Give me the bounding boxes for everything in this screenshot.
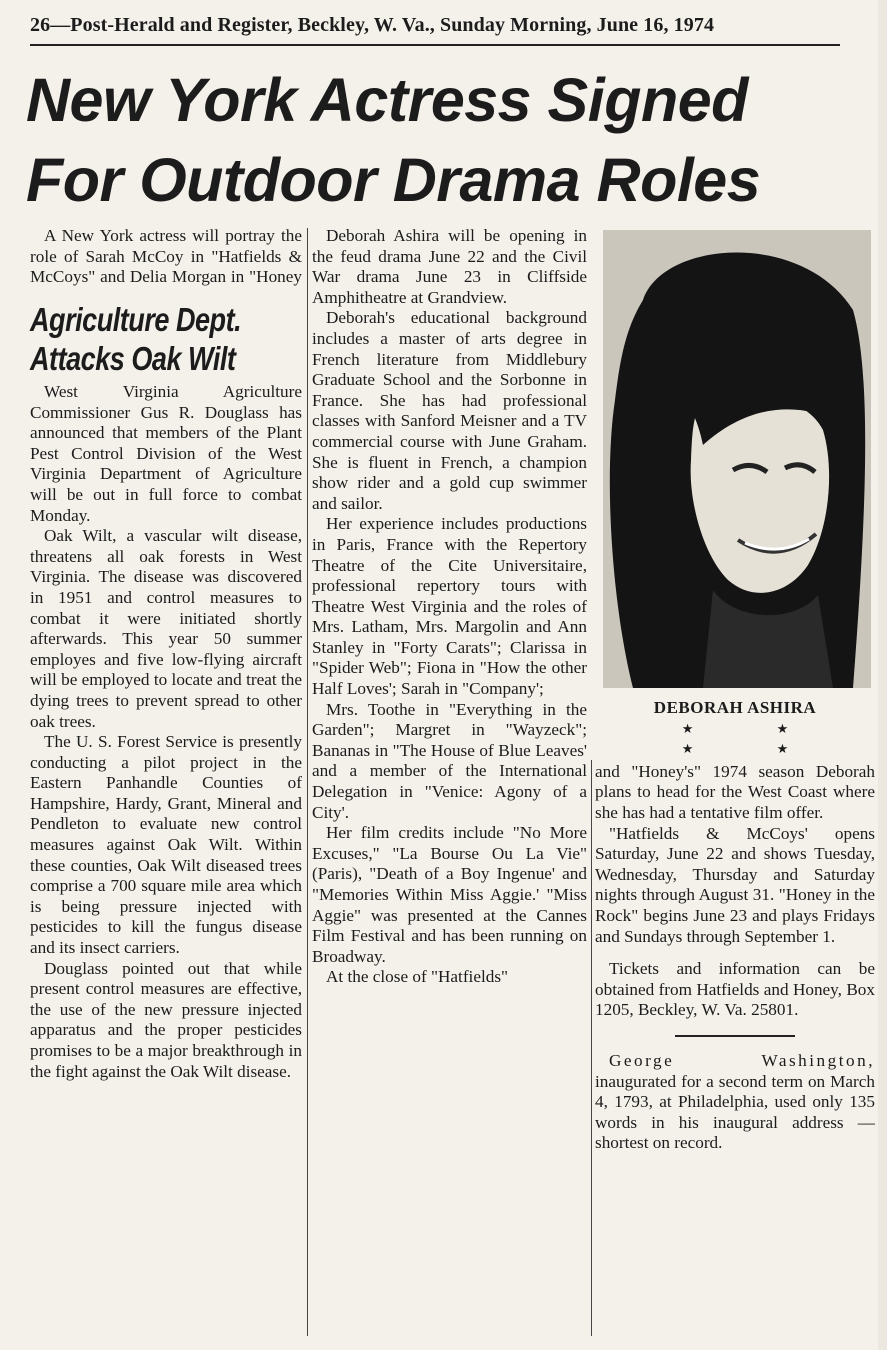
caption-stars: ★ ★ ★ ★ (681, 720, 829, 757)
actress-paragraph-5: Mrs. Toothe in "Everything in the Garden"; Margret in "Wayzeck"; Bananas in "The House of Blue Leaves' and a member of the International Delegation in "Venice: Agony of a City'. (312, 699, 587, 822)
photo-caption: DEBORAH ASHIRA (653, 698, 817, 717)
column-divider-1 (307, 228, 308, 1336)
agriculture-paragraph-3: The U. S. Forest Service is presently conducting a pilot project in the Eastern Panhandle Counties of Hampshire, Hardy, Grant, Mineral and Pendleton to evaluate new control measures against Oak Wilt. Within these counties, Oak Wilt diseased trees comprise a 700 square mile area which is being pressure injected with pesticides to kill the fungus disease and its insect carriers. (30, 732, 302, 958)
actress-photo (603, 230, 871, 688)
actress-paragraph-2: Deborah Ashira will be opening in the feud drama June 22 and the Civil War drama June 23 in Cliffside Amphitheatre at Grandview. (312, 226, 587, 307)
column-middle (312, 226, 587, 988)
page-edge (878, 0, 887, 1350)
actress-paragraph-4: Her experience includes productions in Paris, France with the Repertory Theatre of the Cite Universitaire, professional repertory tours with Theatre West Virginia and the roles of Mrs. Latham, Mrs. Margolin and Ann Stanley in "Forty Carats"; Clarissa in "Spider Web"; Fiona in "How the other Half Loves'; Sarah in "Company'; (312, 514, 587, 699)
actress-paragraph-8: "Hatfields & McCoys' opens Saturday, June 22 and shows Tuesday, Wednesday, Thursday and Saturday nights through August 31. "Honey in the Rock" begins June 23 and plays Fridays and Sundays through September 1. (595, 823, 875, 946)
filler-name: George Washington, (609, 1050, 875, 1070)
column-left (30, 226, 302, 1082)
headline-line-1: New York Actress Signed (26, 66, 748, 134)
agriculture-paragraph-1: West Virginia Agriculture Commissioner Gus R. Douglass has announced that members of the Plant Pest Control Division of the West Virginia Department of Agriculture will be out in full force to combat Monday. (30, 382, 302, 525)
actress-paragraph-6: Her film credits include "No More Excuses," "La Bourse Ou La Vie" (Paris), "Death of a Boy Ingenue' and "Memories Within Miss Aggie.' "Miss Aggie" was presented at the Cannes Film Festival and has been running on Broadway. (312, 823, 587, 966)
main-headline (26, 60, 856, 220)
headline-line-2: For Outdoor Drama Roles (26, 146, 761, 214)
agriculture-headline-line-1: Agriculture Dept. (30, 301, 242, 338)
column-divider-2 (591, 760, 592, 1336)
top-rule (30, 44, 840, 46)
agriculture-headline (30, 300, 253, 378)
portrait-illustration (603, 230, 871, 688)
section-rule (675, 1035, 795, 1037)
agriculture-paragraph-2: Oak Wilt, a vascular wilt disease, threatens all oak forests in West Virginia. The disease was discovered in 1951 and control measures to combat it were initiated shortly afterwards. This year 50 summer employes and five low-flying aircraft will be employed to locate and treat the dying trees to prevent spread to other oak trees. (30, 526, 302, 731)
actress-paragraph-9: Tickets and information can be obtained from Hatfields and Honey, Box 1205, Beckley, W. Va. 25801. (595, 959, 875, 1020)
agriculture-headline-line-2: Attacks Oak Wilt (30, 340, 236, 377)
column-right (595, 230, 875, 1154)
actress-story-lede: A New York actress will portray the role of Sarah McCoy in "Hatfields & McCoys" and Delia Morgan in "Honey (30, 226, 302, 287)
actress-paragraph-3: Deborah's educational background includes a master of arts degree in French literature from Middlebury Graduate School and the Sorbonne in France. She has had professional classes with Sanford Meisner and a TV commercial course with June Graham. She is fluent in French, a champion show rider and a gold cup swimmer and sailor. (312, 308, 587, 513)
actress-paragraph-7b: and "Honey's" 1974 season Deborah plans to head for the West Coast where she has had a tentative film offer. (595, 761, 875, 822)
filler-item (595, 1051, 875, 1154)
actress-paragraph-7a: At the close of "Hatfields" (326, 967, 509, 987)
dateline: 26—Post-Herald and Register, Beckley, W. Va., Sunday Morning, June 16, 1974 (30, 14, 715, 36)
agriculture-paragraph-4: Douglass pointed out that while present control measures are effective, the use of the new pressure injected apparatus and the proper pesticides promises to be a major breakthrough in the fight against the Oak Wilt disease. (30, 958, 302, 1081)
filler-text: inaugurated for a second term on March 4, 1793, at Philadelphia, used only 135 words in his inaugural address — shortest on record. (595, 1071, 875, 1153)
